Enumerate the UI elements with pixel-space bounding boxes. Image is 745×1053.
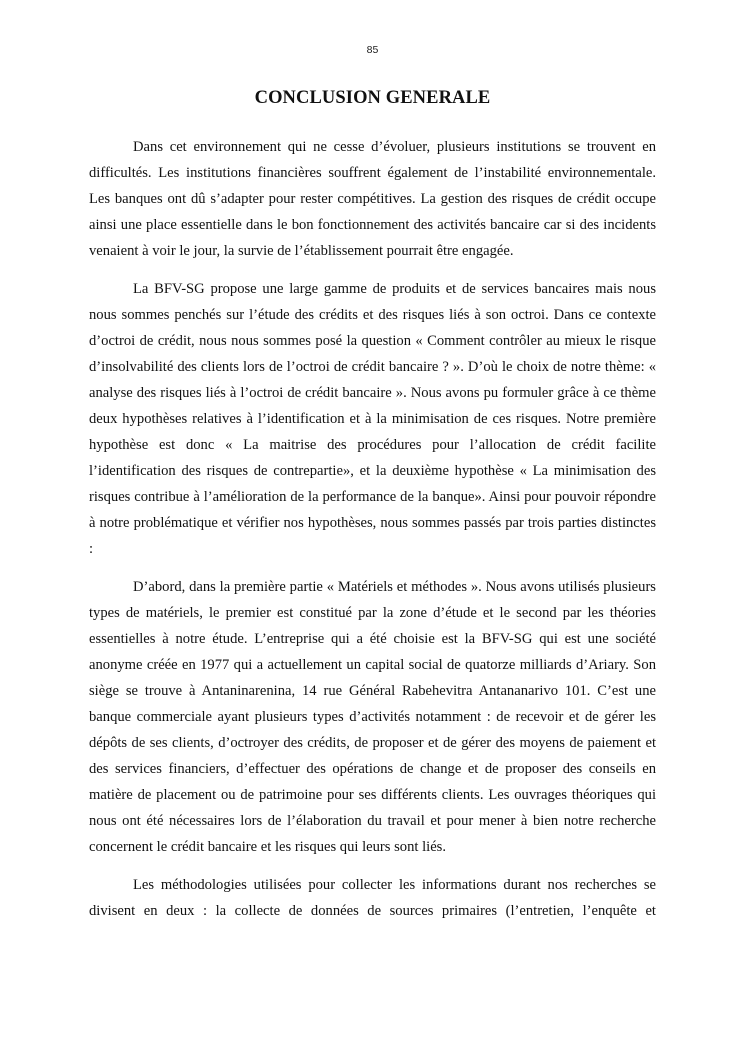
body-text xyxy=(89,134,656,924)
page-number: 85 xyxy=(366,44,379,56)
page-title: CONCLUSION GENERALE xyxy=(254,88,491,108)
paragraph-2: La BFV-SG propose une large gamme de produits et de services bancaires mais nous nous sommes penchés sur l’étude des crédits et des risques liés à son octroi. Dans ce contexte d’octroi de crédit, nous nous sommes posé la question « Comment contrôler au mieux le risque d’insolvabilité des clients lors de l’octroi de crédit bancaire ? ». D’où le choix de notre thème: « analyse des risques liés à l’octroi de crédit bancaire ». Nous avons pu formuler grâce à ce thème deux hypothèses relatives à l’identification et à la minimisation de ces risques. Notre première hypothèse est donc « La maitrise des procédures pour l’allocation de crédit facilite l’identification des risques de contrepartie», et la deuxième hypothèse « La minimisation des risques contribue à l’amélioration de la performance de la banque». Ainsi pour pouvoir répondre à notre problématique et vérifier nos hypothèses, nous sommes passés par trois parties distinctes : xyxy=(89,281,656,557)
paragraph-1: Dans cet environnement qui ne cesse d’évoluer, plusieurs institutions se trouvent en difficultés. Les institutions financières souffrent également de l’instabilité environnementale. Les banques ont dû s’adapter pour rester compétitives. La gestion des risques de crédit occupe ainsi une place essentielle dans le bon fonctionnement des activités bancaire car si des incidents venaient à voir le jour, la survie de l’établissement pourrait être engagée. xyxy=(89,139,656,259)
paragraph-3: D’abord, dans la première partie « Matériels et méthodes ». Nous avons utilisés plusieurs types de matériels, le premier est constitué par la zone d’étude et le second par les théories essentielles à notre étude. L’entreprise qui a été choisie est la BFV-SG qui est une société anonyme créée en 1977 qui a actuellement un capital social de quatorze milliards d’Ariary. Son siège se trouve à Antaninarenina, 14 rue Général Rabehevitra Antananarivo 101. C’est une banque commerciale ayant plusieurs types d’activités notamment : de recevoir et de gérer les dépôts de ses clients, d’octroyer des crédits, de proposer et de gérer des moyens de paiement et des services financiers, d’effectuer des opérations de change et de proposer des conseils en matière de placement ou de patrimoine pour ses différents clients. Les ouvrages théoriques qui nous ont été nécessaires lors de l’élaboration du travail et pour mener à bien notre recherche concernent le crédit bancaire et les risques qui leurs sont liés. xyxy=(89,579,656,855)
paragraph-4: Les méthodologies utilisées pour collecter les informations durant nos recherches se divisent en deux : la collecte de données de sources primaires (l’entretien, l’enquête et xyxy=(89,877,656,919)
